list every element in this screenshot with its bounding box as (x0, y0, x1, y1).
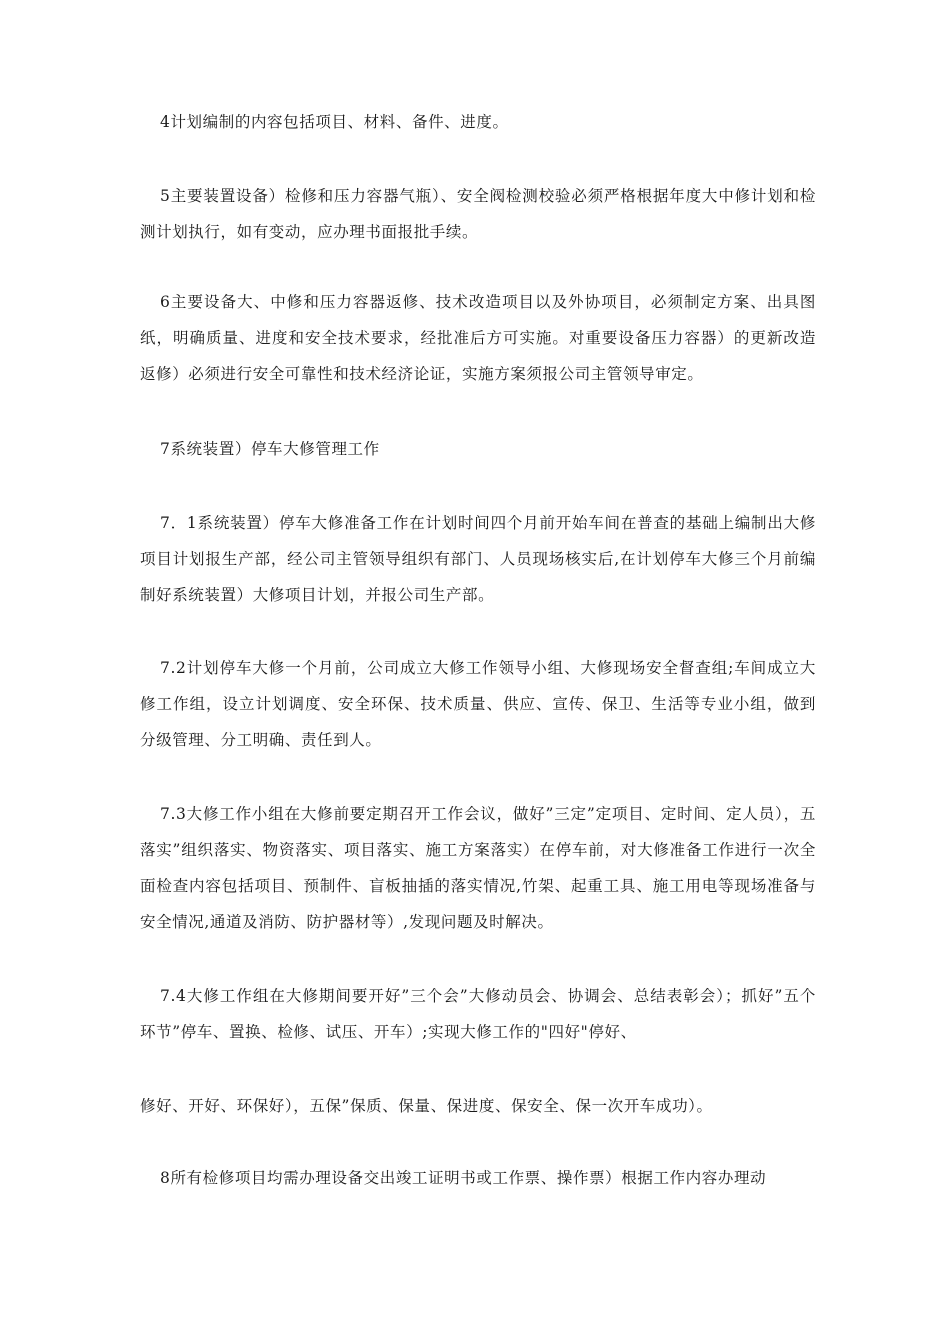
paragraph-7-3-meetings: 7.3大修工作小组在大修前要定期召开工作会议，做好”三定”定项目、定时间、定人员），五落实”组织落实、物资落实、项目落实、施工方案落实）在停车前，对大修准备工作进行一次全面检查内容包括项目、预制件、盲板抽插的落实情况,竹架、起重工具、施工用电等现场准备与安全情况,通道及消防、防护器材等）,发现问题及时解决。 (140, 805, 816, 931)
paragraph-7-2-leadership: 7.2计划停车大修一个月前，公司成立大修工作领导小组、大修现场安全督查组;车间成立大修工作组，设立计划调度、安全环保、技术质量、供应、宣传、保卫、生活等专业小组，做到分级管理、分工明确、责任到人。 (140, 659, 816, 749)
paragraph-7-shutdown-heading: 7系统装置）停车大修管理工作 (160, 440, 380, 458)
paragraph-4-plan-content: 4计划编制的内容包括项目、材料、备件、进度。 (160, 113, 509, 131)
paragraph-6-major-repair: 6主要设备大、中修和压力容器返修、技术改造项目以及外协项目，必须制定方案、出具图纸，明确质量、进度和安全技术要求，经批准后方可实施。对重要设备压力容器）的更新改造返修）必须进行安全可靠性和技术经济论证，实施方案须报公司主管领导审定。 (140, 293, 816, 383)
paragraph-7-4-three-meetings: 7.4大修工作组在大修期间要开好”三个会”大修动员会、协调会、总结表彰会）；抓好”五个环节”停车、置换、检修、试压、开车）;实现大修工作的"四好"停好、 (140, 987, 816, 1041)
paragraph-5-inspection-plan: 5主要装置设备）检修和压力容器气瓶）、安全阀检测校验必须严格根据年度大中修计划和检测计划执行，如有变动，应办理书面报批手续。 (140, 187, 816, 241)
paragraph-7-1-preparation: 7．1系统装置）停车大修准备工作在计划时间四个月前开始车间在普查的基础上编制出大修项目计划报生产部，经公司主管领导组织有部门、人员现场核实后,在计划停车大修三个月前编制好系统装置）大修项目计划，并报公司生产部。 (140, 514, 816, 604)
paragraph-8-work-permits: 8所有检修项目均需办理设备交出竣工证明书或工作票、操作票）根据工作内容办理动 (160, 1169, 767, 1187)
paragraph-7-4-continuation: 修好、开好、环保好），五保”保质、保量、保进度、保安全、保一次开车成功）。 (140, 1097, 713, 1115)
